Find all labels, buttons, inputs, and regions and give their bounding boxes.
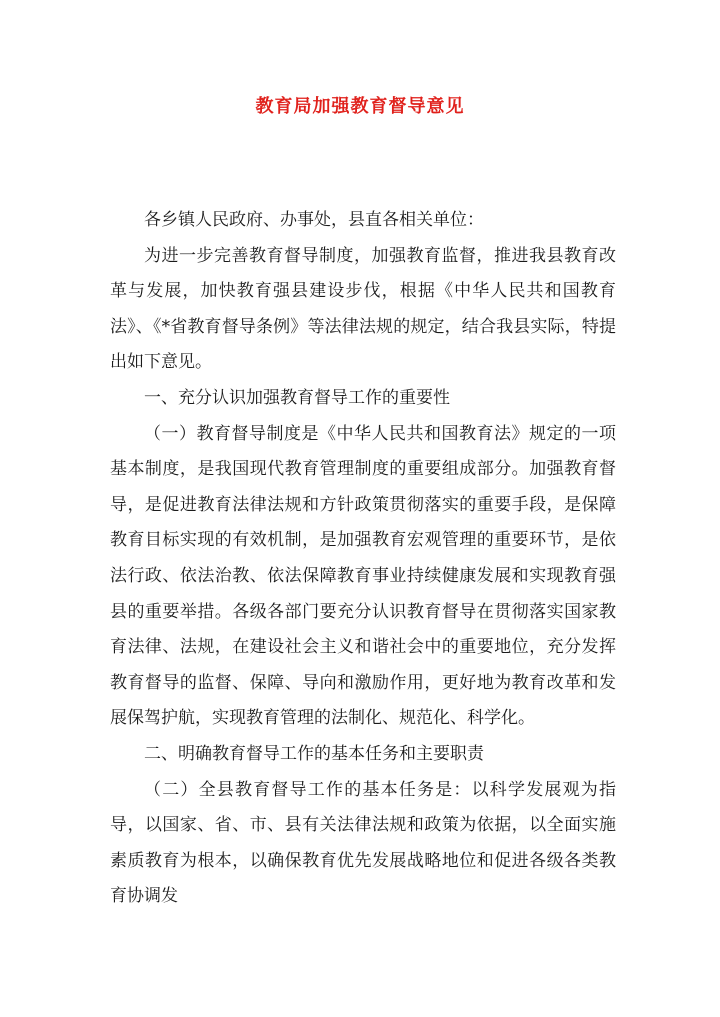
section-heading-1: 一、充分认识加强教育督导工作的重要性 bbox=[144, 387, 450, 408]
body-paragraph-2: （二）全县教育督导工作的基本任务是：以科学发展观为指导，以国家、省、市、县有关法律法规和政策为依据，以全面实施素质教育为根本，以确保教育优先发展战略地位和促进各级各类教育协调发 bbox=[110, 779, 616, 907]
section-heading-2: 二、明确教育督导工作的基本任务和主要职责 bbox=[144, 743, 484, 764]
document-title: 教育局加强教育督导意见 bbox=[255, 96, 465, 117]
intro-paragraph: 为进一步完善教育督导制度，加强教育监督，推进我县教育改革与发展，加快教育强县建设步伐，根据《中华人民共和国教育法》、《*省教育督导条例》等法律法规的规定，结合我县实际，特提出如下意见。 bbox=[110, 245, 616, 373]
document-body bbox=[110, 203, 616, 915]
salutation-paragraph: 各乡镇人民政府、办事处，县直各相关单位： bbox=[144, 210, 484, 230]
body-paragraph-1: （一）教育督导制度是《中华人民共和国教育法》规定的一项基本制度，是我国现代教育管理制度的重要组成部分。加强教育督导，是促进教育法律法规和方针政策贯彻落实的重要手段，是保障教育目标实现的有效机制，是加强教育宏观管理的重要环节，是依法行政、依法治教、依法保障教育事业持续健康发展和实现教育强县的重要举措。各级各部门要充分认识教育督导在贯彻落实国家教育法律、法规，在建设社会主义和谐社会中的重要地位，充分发挥教育督导的监督、保障、导向和激励作用，更好地为教育改革和发展保驾护航，实现教育管理的法制化、规范化、科学化。 bbox=[110, 423, 616, 729]
